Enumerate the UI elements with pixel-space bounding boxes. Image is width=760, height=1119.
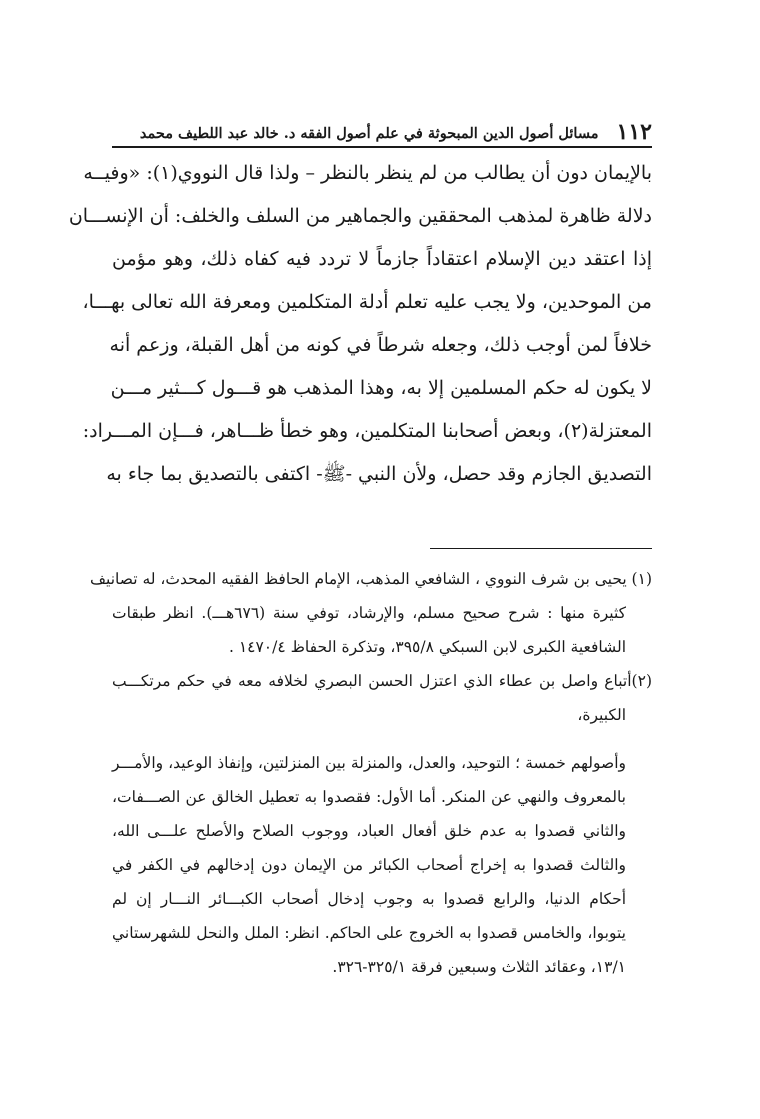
footnotes: [90, 562, 652, 984]
footnote-line: يتوبوا، والخامس قصدوا به الخروج على الحاكم. انظر: الملل والنحل للشهرستاني: [112, 924, 626, 942]
footnote-line: والثالث قصدوا به إخراج أصحاب الكبائر من الإيمان دون إدخالهم في الكفر في: [112, 856, 626, 874]
text-line: من الموحدين، ولا يجب عليه تعلم أدلة المتكلمين ومعرفة الله تعالى بهـــا،: [82, 291, 652, 313]
footnote-line: أحكام الدنيا، والرابع قصدوا به وجوب إدخال أصحاب الكبـــائر النـــار إن لم: [112, 890, 626, 908]
main-text: [68, 152, 652, 496]
footnote-line: (١) يحيى بن شرف النووي ، الشافعي المذهب، الإمام الحافظ الفقيه المحدث، له تصانيف: [90, 570, 652, 588]
text-line: المعتزلة(٢)، وبعض أصحابنا المتكلمين، وهو خطأ ظـــاهر، فـــإن المـــراد:: [82, 420, 652, 442]
text-line: دلالة ظاهرة لمذهب المحققين والجماهير من السلف والخلف: أن الإنســـان: [68, 205, 652, 227]
footnote-line: كثيرة منها : شرح صحيح مسلم، والإرشاد، توفي سنة (٦٧٦هـــ). انظر طبقات: [112, 604, 626, 622]
text-line: خلافاً لمن أوجب ذلك، وجعله شرطاً في كونه من أهل القبلة، وزعم أنه: [109, 334, 652, 356]
footnote-line: والثاني قصدوا به عدم خلق أفعال العباد، ووجوب الصلاح والأصلح علـــى الله،: [112, 822, 626, 840]
footnote-line: (٢)أتباع واصل بن عطاء الذي اعتزل الحسن البصري لخلافه معه في حكم مرتكـــب: [112, 672, 652, 690]
footnote-divider: [430, 548, 652, 549]
footnote-line: بالمعروف والنهي عن المنكر. أما الأول: فقصدوا به تعطيل الخالق عن الصـــفات،: [112, 788, 626, 806]
page-header: [112, 114, 652, 148]
page-number: ١١٢: [616, 119, 652, 145]
text-line: بالإيمان دون أن يطالب من لم ينظر بالنظر – ولذا قال النووي(١): «وفيــه: [83, 162, 652, 184]
footnote-line: وأصولهم خمسة ؛ التوحيد، والعدل، والمنزلة بين المنزلتين، وإنفاذ الوعيد، والأمـــر: [112, 754, 626, 772]
footnote-line: الكبيرة،: [577, 706, 626, 724]
text-line: لا يكون له حكم المسلمين إلا به، وهذا المذهب هو قـــول كـــثير مـــن: [110, 377, 652, 399]
footnote-line: الشافعية الكبرى لابن السبكي ٣٩٥/٨، وتذكرة الحفاظ ١٤٧٠/٤ .: [228, 638, 626, 656]
running-title: مسائل أصول الدين المبحوثة في علم أصول الفقه د. خالد عبد اللطيف محمد: [139, 124, 599, 142]
text-line: التصديق الجازم وقد حصل، ولأن النبي -ﷺ- اكتفى بالتصديق بما جاء به: [106, 463, 652, 485]
footnote-line: ١٣/١، وعقائد الثلاث وسبعين فرقة ٣٢٥/١-٣٢٦.: [332, 958, 626, 976]
text-line: إذا اعتقد دين الإسلام اعتقاداً جازماً لا تردد فيه كفاه ذلك، وهو مؤمن: [112, 248, 652, 270]
